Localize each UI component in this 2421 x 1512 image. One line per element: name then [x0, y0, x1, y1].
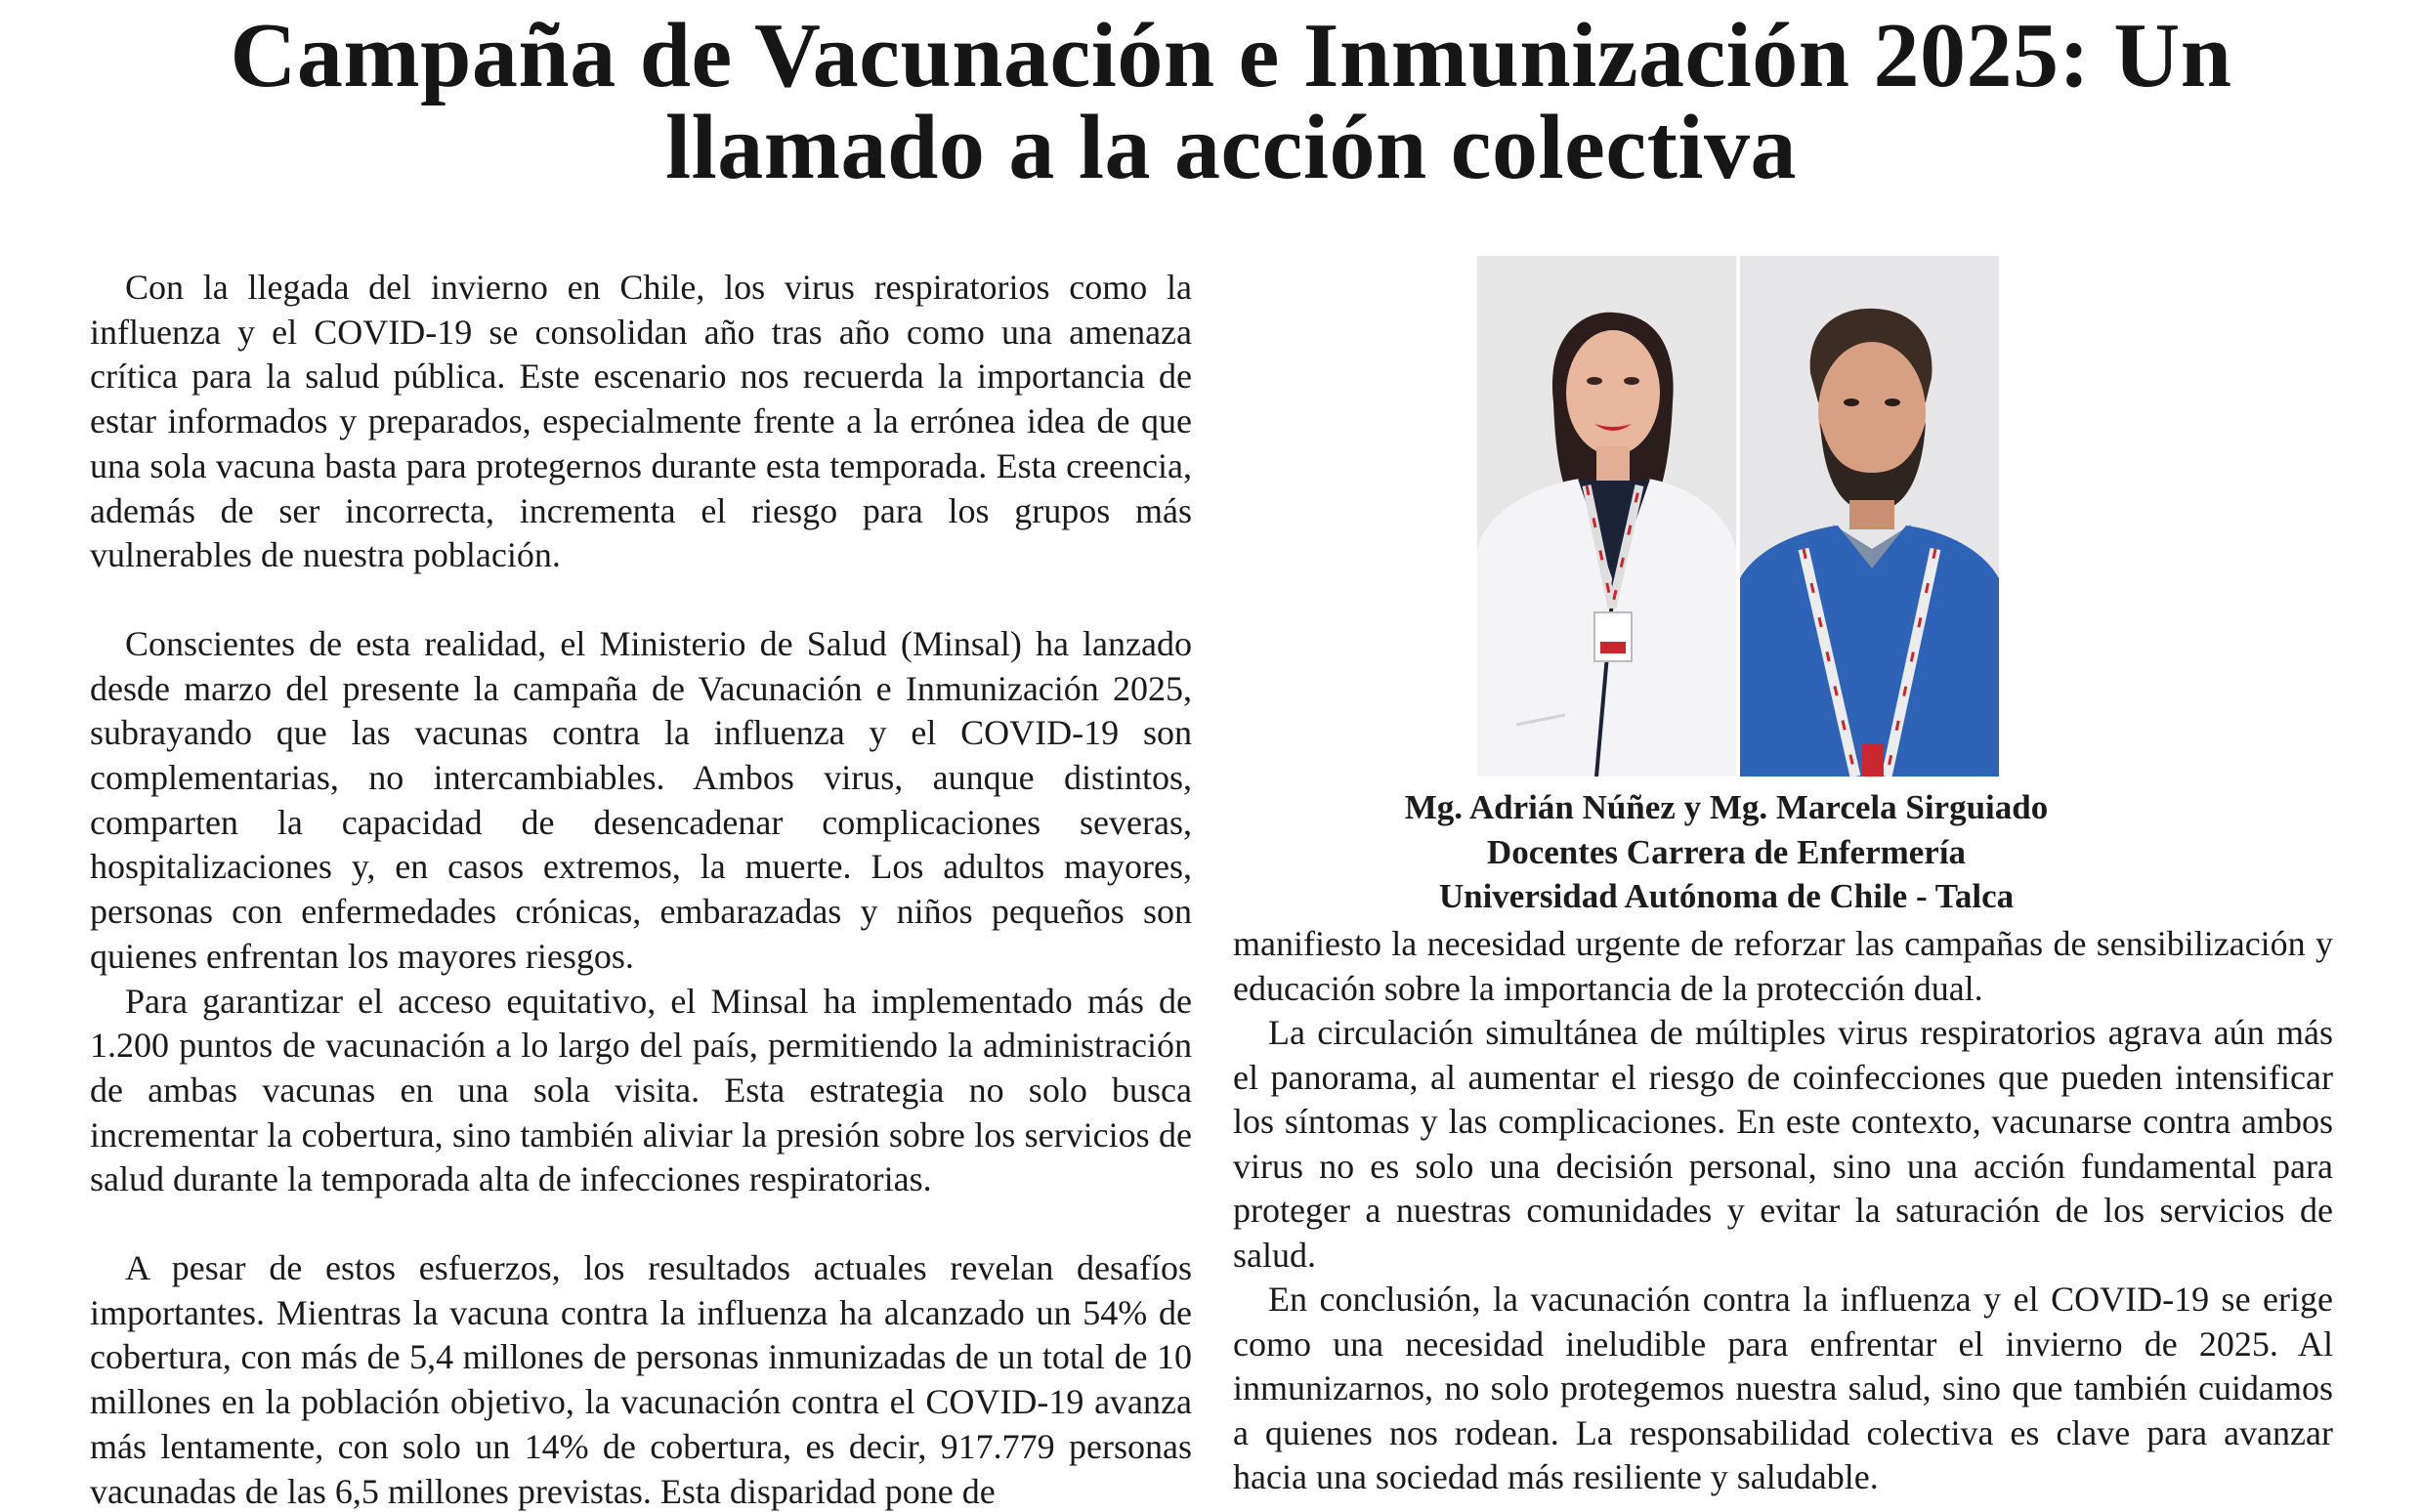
photo-caption — [1233, 785, 2220, 919]
man-portrait-image — [1740, 256, 1999, 777]
woman-portrait-image — [1477, 256, 1736, 777]
article-headline: Campaña de Vacunación e Inmunización 2025: Un llamado a la acción colectiva — [230, 5, 2232, 198]
photo-marcela-sirguiado — [1477, 256, 1736, 777]
paragraph-coverage: A pesar de estos esfuerzos, los resultados actuales revelan desafíos importantes. Mientras la vacuna contra la influenza ha alcanzado un 54% de cobertura, con más de 5,4 millones de personas inmunizadas de un total de 10 millones en la población objetivo, la vacunación contra el COVID-19 avanza más lentamente, con solo un 14% de cobertura, es decir, 917.779 personas vacunadas de las 6,5 millones previstas. Esta disparidad pone de — [90, 1248, 1192, 1511]
caption-role: Docentes Carrera de Enfermería — [1486, 832, 1967, 871]
paragraph-minsal-campaign: Conscientes de esta realidad, el Ministerio de Salud (Minsal) ha lanzado desde marzo del presente la campaña de Vacunación e Inmunización 2025, subrayando que las vacunas contra la influenza y el COVID-19 son complementarias, no intercambiables. Ambos virus, aunque distintos, comparten la capacidad de desencadenar complicaciones severas, hospitalizaciones y, en casos extremos, la muerte. Los adultos mayores, personas con enfermedades crónicas, embarazadas y niños pequeños son quienes enfrentan los mayores riesgos. — [90, 623, 1192, 976]
left-column — [90, 266, 1192, 1512]
paragraph-access: Para garantizar el acceso equitativo, el Minsal ha implementado más de 1.200 puntos de vacunación a lo largo del país, permitiendo la administración de ambas vacunas en una sola visita. Esta estrategia no solo busca incrementar la cobertura, sino también aliviar la presión sobre los servicios de salud durante la temporada alta de infecciones respiratorias. — [90, 981, 1192, 1199]
caption-names: Mg. Adrián Núñez y Mg. Marcela Sirguiado — [1404, 788, 2049, 826]
right-column — [1233, 922, 2333, 1500]
caption-university: Universidad Autónoma de Chile - Talca — [1438, 877, 2015, 915]
paragraph-continuation: manifiesto la necesidad urgente de reforzar las campañas de sensibilización y educación sobre la importancia de la protección dual. — [1233, 924, 2333, 1008]
paragraph-coinfection: La circulación simultánea de múltiples virus respiratorios agrava aún más el panorama, al aumentar el riesgo de coinfecciones que pueden intensificar los síntomas y las complicaciones. En este contexto, vacunarse contra ambos virus no es solo una decisión personal, sino una acción fundamental para proteger a nuestras comunidades y evitar la saturación de los servicios de salud. — [1233, 1013, 2333, 1275]
paragraph-conclusion: En conclusión, la vacunación contra la influenza y el COVID-19 se erige como una necesidad ineludible para enfrentar el invierno de 2025. Al inmunizarnos, no solo protegemos nuestra salud, sino que también cuidamos a quienes nos rodean. La responsabilidad colectiva es clave para avanzar hacia una sociedad más resiliente y saludable. — [1233, 1280, 2333, 1496]
photo-adrian-nunez — [1740, 256, 1999, 777]
paragraph-intro: Con la llegada del invierno en Chile, los virus respiratorios como la influenza y el COVID-19 se consolidan año tras año como una amenaza crítica para la salud pública. Este escenario nos recuerda la importancia de estar informados y preparados, especialmente frente a la errónea idea de que una sola vacuna basta para protegernos durante esta temporada. Esta creencia, además de ser incorrecta, incrementa el riesgo para los grupos más vulnerables de nuestra población. — [90, 268, 1192, 575]
